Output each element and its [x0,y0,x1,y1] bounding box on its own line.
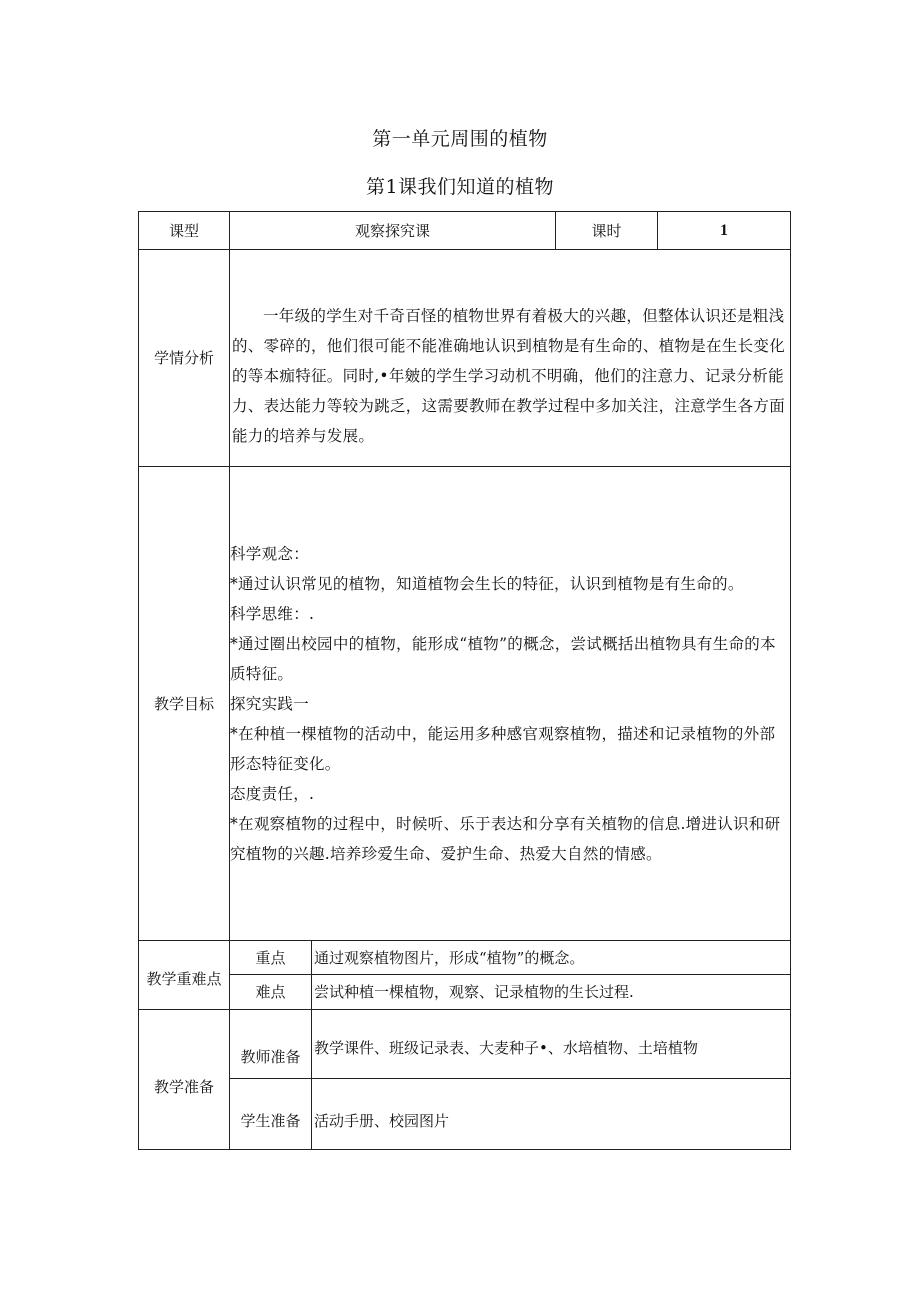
student-prep-text: 活动手册、校园图片 [312,1079,791,1150]
table-row [139,250,791,467]
period-value: 1 [658,212,791,250]
table-row [139,1079,791,1150]
difficulty-label: 难点 [230,975,312,1010]
table-row [139,975,791,1010]
goal-line: 科学思维：. [230,604,315,623]
lesson-title: 第1课我们知道的植物 [365,176,555,198]
type-value: 观察探究课 [230,212,556,250]
prep-label: 教学准备 [139,1010,230,1150]
goal-line: 科学观念： [230,544,310,563]
type-label: 课型 [139,212,230,250]
table-row [139,1010,791,1079]
table-row [139,941,791,975]
key-label: 重点 [230,941,312,975]
period-label: 课时 [556,212,658,250]
analysis-label: 学情分析 [139,250,230,467]
difficulty-text: 尝试种植一棵植物，观察、记录植物的生长过程. [312,975,791,1010]
teacher-prep-label: 教师准备 [230,1010,312,1079]
goal-line: *通过认识常见的植物，知道植物会生长的特征，认识到植物是有生命的。 [230,574,744,593]
student-prep-label: 学生准备 [230,1079,312,1150]
goals-cell [230,467,791,941]
keypoints-label: 教学重难点 [139,941,230,1010]
goal-line: 探究实践一 [230,694,310,713]
teacher-prep-text: 教学课件、班级记录表、大麦种子•、水培植物、土培植物 [312,1010,791,1079]
table-row [139,212,791,250]
key-text: 通过观察植物图片，形成“植物”的概念。 [312,941,791,975]
analysis-cell [230,250,791,467]
goal-line: 态度责任，. [230,784,315,803]
table-row [139,467,791,941]
lesson-plan-table [138,211,791,1150]
goal-line: *在种植一棵植物的活动中，能运用多种感官观察植物，描述和记录植物的外部形态特征变化。 [230,724,776,773]
analysis-text: 一年级的学生对千奇百怪的植物世界有着极大的兴趣，但整体认识还是粗浅的、零碎的，他们很可能不能准确地认识到植物是有生命的、植物是在生长变化的等本痂特征。同时,•年皴的学生学习动机不明确，他们的注意力、记录分析能力、表达能力等较为跳乏，这需要教师在教学过程中多加关注，注意学生各方面能力的培养与发展。 [232,307,786,445]
goal-line: *通过圈出校园中的植物，能形成“植物”的概念，尝试概括出植物具有生命的本质特征。 [230,634,776,683]
goal-line: *在观察植物的过程中，时候听、乐于表达和分享有关植物的信息.增进认识和研究植物的兴趣.培养珍爱生命、爱护生命、热爱大自然的情感。 [230,814,781,863]
goals-label: 教学目标 [139,467,230,941]
unit-title: 第一单元周围的植物 [372,128,548,150]
